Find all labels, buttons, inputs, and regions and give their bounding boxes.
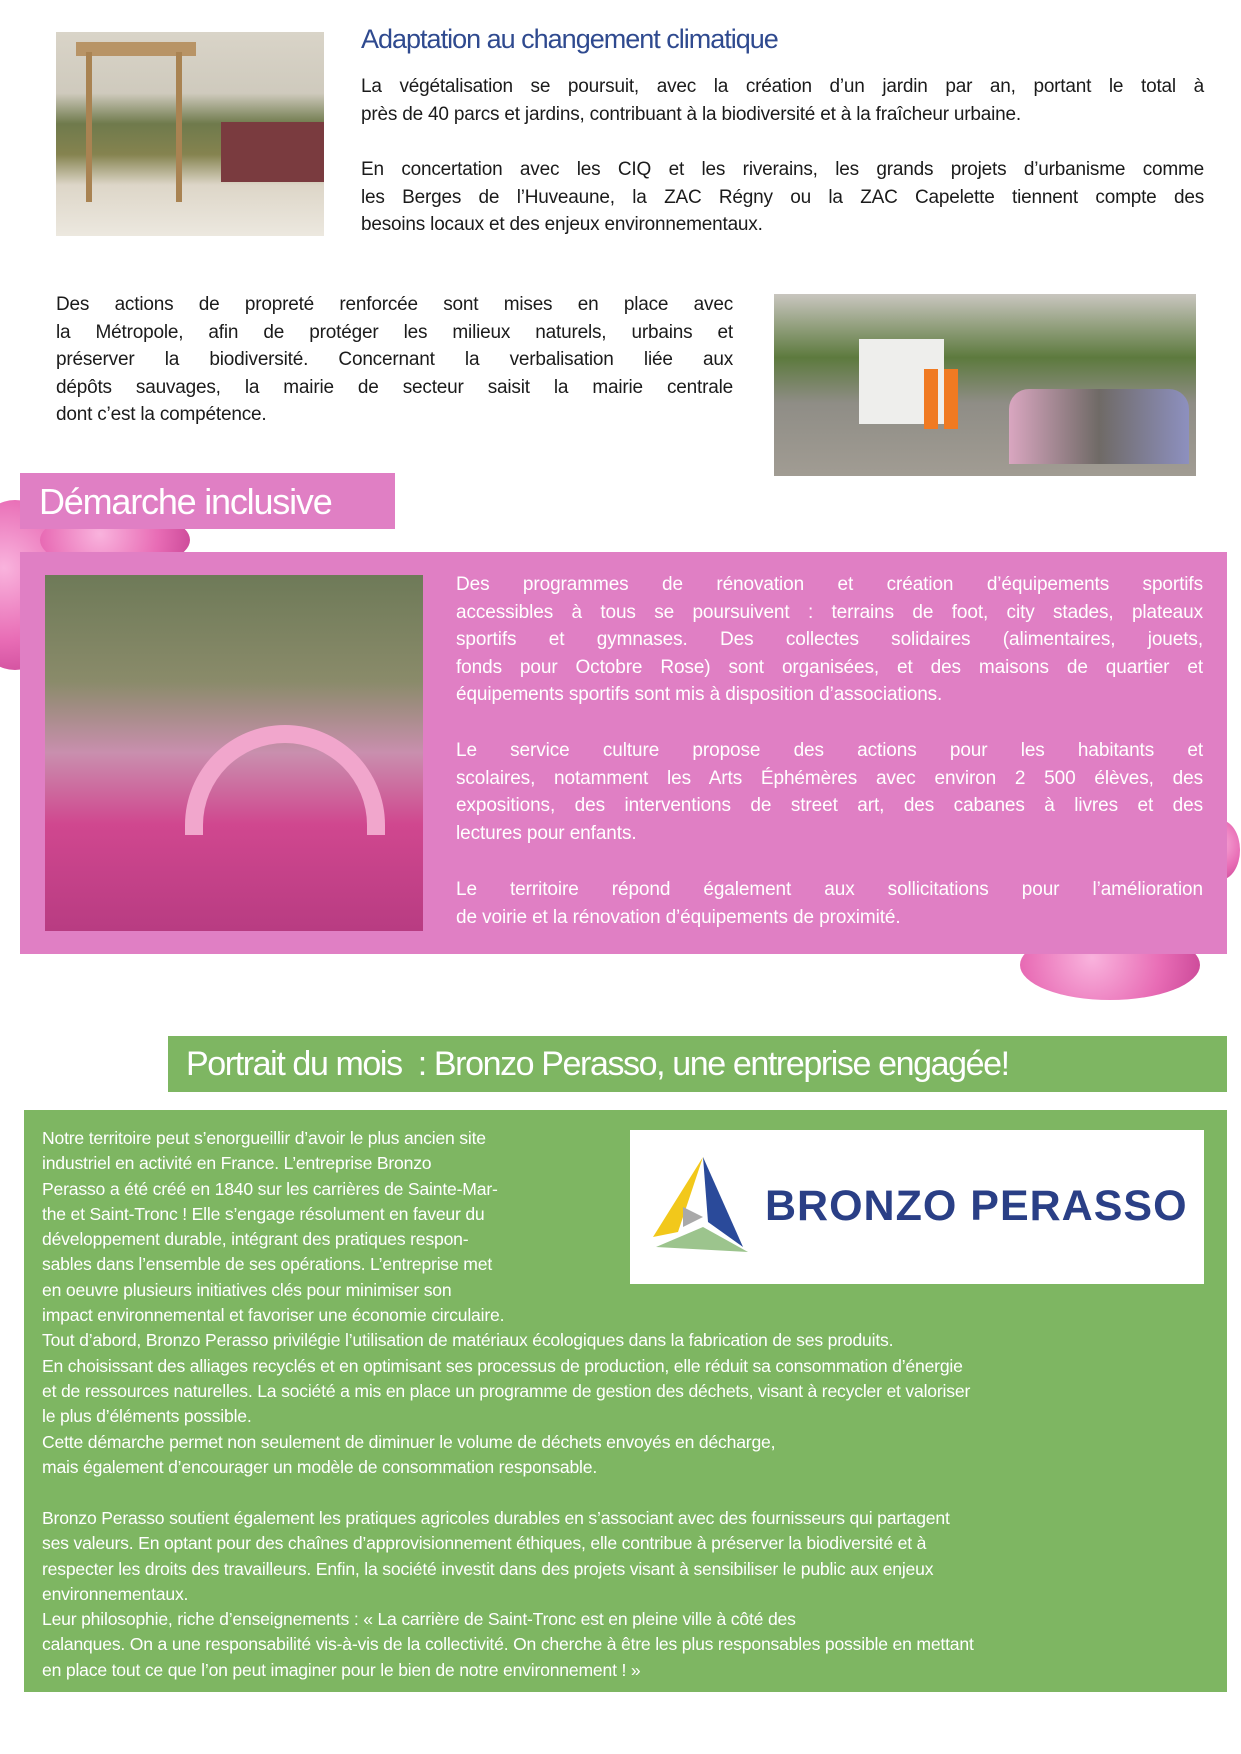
octobre-rose-run-photo [45,575,423,931]
text-line: les Berges de l’Huveaune, la ZAC Régny ou la ZAC Capelette tiennent compte des [361,186,1204,208]
text-line: ses valeurs. En optant pour des chaînes d’approvisionnement éthiques, elle contribue à préserver la biodiversité et à [42,1533,927,1554]
climate-heading: Adaptation au changement climatique [361,24,778,54]
text-line: dépôts sauvages, la mairie de secteur saisit la mairie centrale [56,376,733,398]
text-line: Perasso a été créé en 1840 sur les carrières de Sainte-Mar- [42,1178,498,1199]
cleaning-truck-photo [774,294,1196,476]
text-line: La végétalisation se poursuit, avec la création d’un jardin par an, portant le total à [361,76,1204,97]
portrait-paragraph-2 [42,1506,974,1683]
climate-paragraph-2 [361,156,1204,239]
inclusive-heading: Démarche inclusive [39,481,332,522]
text-line: Leur philosophie, riche d’enseignements : « La carrière de Saint-Tronc est en pleine ville à côté des [42,1609,796,1630]
text-line: accessibles à tous se poursuivent : terrains de foot, city stades, plateaux [456,601,1203,623]
climate-paragraph-1 [361,73,1204,128]
text-line: respecter les droits des travailleurs. Enfin, la société investit dans des projets visant à sensibiliser le public aux enjeux [42,1558,934,1579]
inclusive-panel [20,552,1227,954]
text-line: industriel en activité en France. L’entreprise Bronzo [42,1153,432,1174]
text-line: Tout d’abord, Bronzo Perasso privilégie l’utilisation de matériaux écologiques dans la fabrication de ses produits. [42,1330,894,1351]
text-line: fonds pour Octobre Rose) sont organisées, et des maisons de quartier et [456,656,1203,678]
text-line: le plus d’éléments possible. [42,1406,252,1427]
text-line: besoins locaux et des enjeux environnementaux. [361,214,763,236]
text-line: Notre territoire peut s’enorgueillir d’avoir le plus ancien site [42,1128,486,1148]
text-line: dont c’est la compétence. [56,404,267,426]
text-line: la Métropole, afin de protéger les milieux naturels, urbains et [56,321,733,343]
text-line: Le territoire répond également aux sollicitations pour l’amélioration [456,879,1203,900]
cleanliness-paragraph [56,291,733,429]
text-line: préserver la biodiversité. Concernant la verbalisation liée aux [56,349,733,371]
text-line: lectures pour enfants. [456,822,637,844]
text-line: Des actions de propreté renforcée sont mises en place avec [56,294,733,315]
inclusive-paragraph-3 [456,876,1203,931]
text-line: en oeuvre plusieurs initiatives clés pour minimiser son [42,1279,452,1300]
portrait-heading: Portrait du mois : Bronzo Perasso, une entreprise engagée! [186,1045,1009,1083]
text-line: près de 40 parcs et jardins, contribuant à la biodiversité et à la fraîcheur urbaine. [361,103,1021,125]
text-line: développement durable, intégrant des pratiques respon- [42,1229,469,1250]
text-line: Bronzo Perasso soutient également les pratiques agricoles durables en s’associant avec des fournisseurs qui partagent [42,1508,950,1528]
text-line: de voirie et la rénovation d’équipements de proximité. [456,906,901,928]
logo-wordmark: BRONZO PERASSO [765,1182,1188,1230]
text-line: équipements sportifs sont mis à disposition d’associations. [456,684,943,706]
text-line: en place tout ce que l’on peut imaginer pour le bien de notre environnement ! » [42,1659,641,1680]
garden-photo [56,32,324,236]
text-line: the et Saint-Tronc ! Elle s’engage résolument en faveur du [42,1203,485,1224]
inclusive-paragraph-2 [456,737,1203,847]
text-line: et de ressources naturelles. La société a mis en place un programme de gestion des déchets, visant à recycler et valoriser [42,1380,971,1401]
text-line: Cette démarche permet non seulement de diminuer le volume de déchets envoyés en décharge, [42,1431,776,1452]
text-line: sables dans l’ensemble de ses opérations. L’entreprise met [42,1254,493,1275]
text-line: calanques. On a une responsabilité vis-à-vis de la collectivité. On cherche à être les plus responsables possible en mettant [42,1634,974,1655]
portrait-paragraph-1 [42,1126,970,1480]
text-line: Le service culture propose des actions pour les habitants et [456,740,1203,761]
inclusive-heading-banner [20,473,395,529]
text-line: En choisissant des alliages recyclés et en optimisant ses processus de production, elle réduit sa consommation d’énergie [42,1355,963,1376]
text-line: mais également d’encourager un modèle de consommation responsable. [42,1456,598,1477]
text-line: Des programmes de rénovation et création d’équipements sportifs [456,574,1203,595]
portrait-heading-banner [168,1036,1227,1092]
portrait-panel [24,1110,1227,1692]
text-line: impact environnemental et favoriser une économie circulaire. [42,1305,505,1326]
text-line: En concertation avec les CIQ et les riverains, les grands projets d’urbanisme comme [361,159,1204,180]
inclusive-paragraph-1 [456,571,1203,709]
text-line: sportifs et gymnases. Des collectes solidaires (alimentaires, jouets, [456,629,1203,651]
text-line: expositions, des interventions de street art, des cabanes à livres et des [456,795,1203,817]
text-line: environnementaux. [42,1583,189,1604]
text-line: scolaires, notamment les Arts Éphémères avec environ 2 500 élèves, des [456,767,1203,789]
